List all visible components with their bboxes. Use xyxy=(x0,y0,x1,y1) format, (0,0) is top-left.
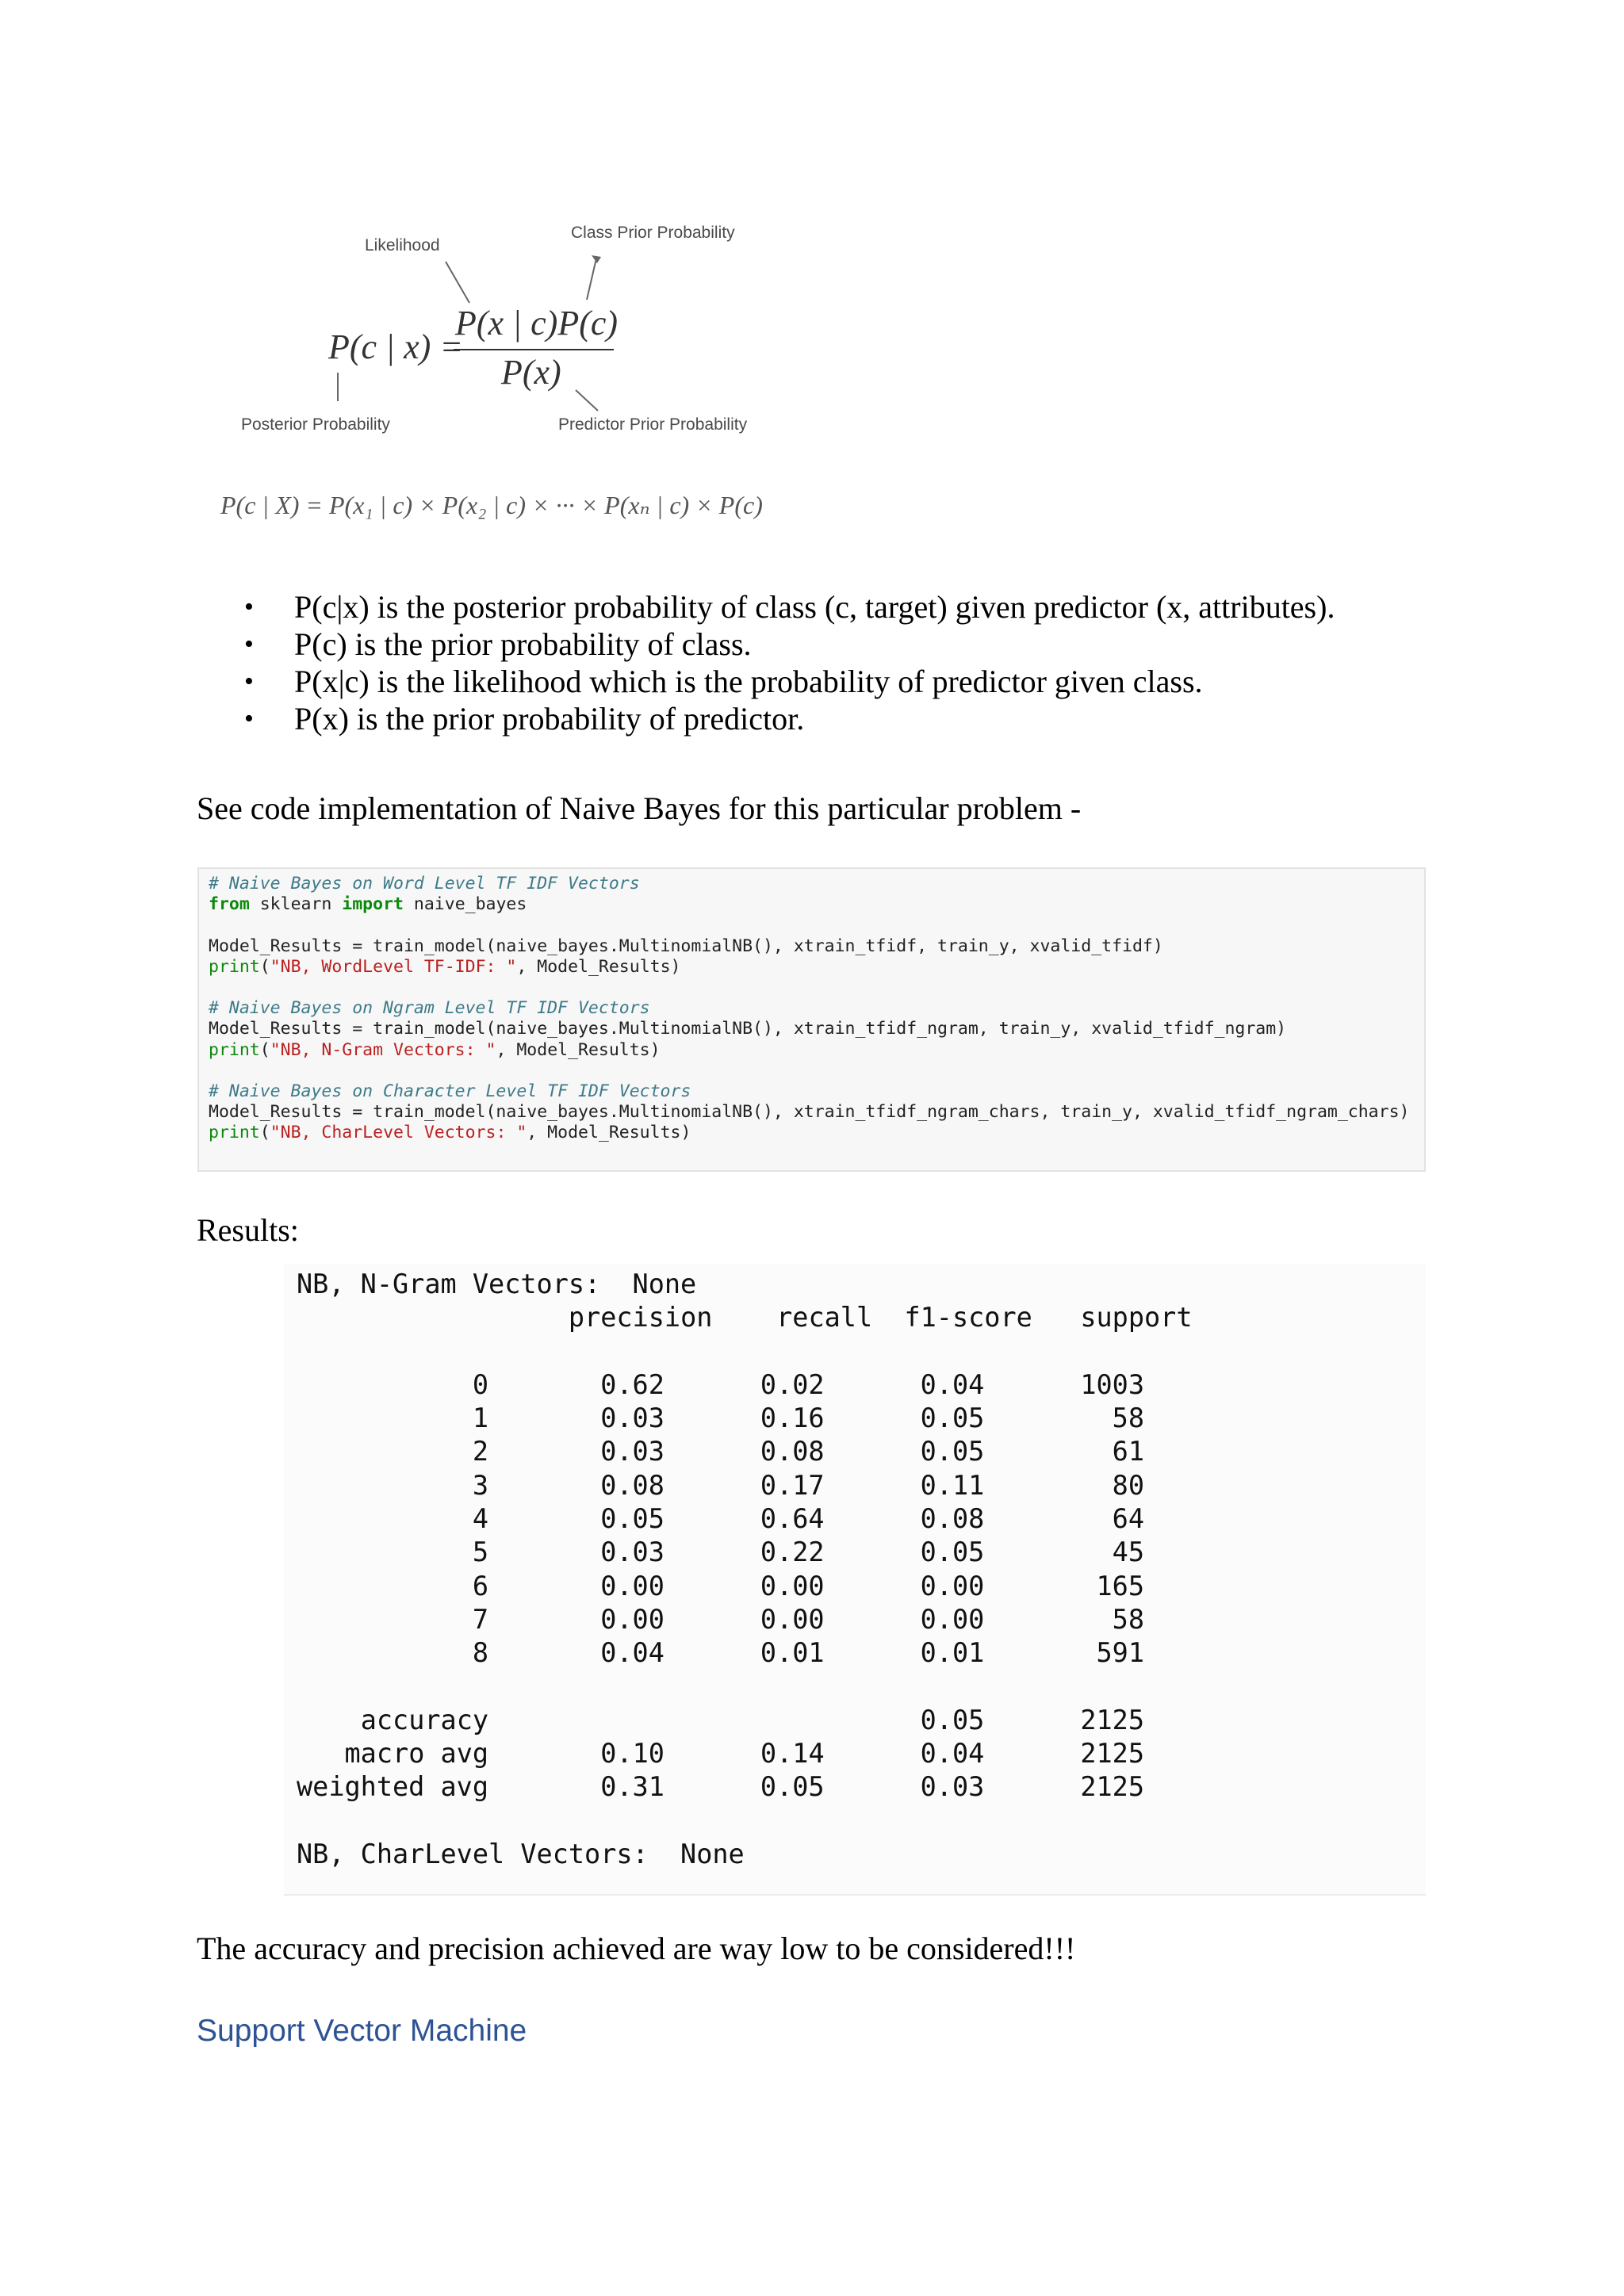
report-cell-label: accuracy xyxy=(360,1704,489,1735)
report-cell-precision: 0.05 xyxy=(600,1503,665,1535)
definitions-list xyxy=(213,588,1335,737)
report-cell-precision: 0.31 xyxy=(600,1771,665,1803)
report-cell-label: 2 xyxy=(472,1436,489,1468)
report-cell-f1: 0.03 xyxy=(920,1771,985,1803)
report-cell-precision: 0.04 xyxy=(600,1637,665,1669)
report-cell-precision: 0.03 xyxy=(600,1436,665,1468)
report-cell-f1: 0.05 xyxy=(920,1704,985,1735)
report-cell-support: 64 xyxy=(1112,1503,1145,1535)
report-header-row xyxy=(297,1302,1193,1333)
code-line: Model_Results = train_model(naive_bayes.MultinomialNB(), xtrain_tfidf_ngram, train_y, xvalid_tfidf_ngram) xyxy=(209,1019,1287,1039)
list-item: • P(x|c) is the likelihood which is the probability of predictor given class. xyxy=(213,663,1335,700)
report-cell-f1: 0.05 xyxy=(920,1436,985,1468)
module-name: sklearn xyxy=(259,894,332,915)
report-cell-f1: 0.00 xyxy=(920,1570,985,1601)
code-block xyxy=(197,867,1426,1172)
report-cell-f1: 0.08 xyxy=(920,1503,985,1535)
report-cell-precision: 0.00 xyxy=(600,1603,665,1635)
column-header: f1-score xyxy=(904,1302,1032,1334)
code-comment: # Naive Bayes on Character Level TF IDF Vectors xyxy=(209,1081,691,1102)
code-comment: # Naive Bayes on Ngram Level TF IDF Vectors xyxy=(209,998,650,1019)
report-cell-support: 61 xyxy=(1112,1436,1145,1468)
equation-numerator: P(x | c)P(c) xyxy=(455,304,619,342)
report-cell-f1: 0.01 xyxy=(920,1637,985,1669)
report-cell-recall: 0.00 xyxy=(760,1570,825,1601)
report-cell-support: 1003 xyxy=(1080,1368,1145,1400)
report-title: NB, N-Gram Vectors: None xyxy=(297,1269,697,1299)
report-row xyxy=(297,1637,1144,1668)
section-heading: Support Vector Machine xyxy=(197,2014,527,2048)
naive-bayes-equation: P(c | X) = P(x₁ | c) × P(x₂ | c) × ··· × P(xₙ | c) × P(c) xyxy=(220,491,763,519)
likelihood-arrow xyxy=(446,262,469,303)
report-cell-support: 80 xyxy=(1112,1469,1145,1501)
classification-report xyxy=(297,1268,1193,1871)
report-cell-support: 165 xyxy=(1096,1570,1145,1601)
report-cell-label: 5 xyxy=(472,1536,489,1568)
class-prior-arrow xyxy=(587,258,596,300)
report-cell-recall: 0.00 xyxy=(760,1603,825,1635)
report-cell-support: 58 xyxy=(1112,1402,1145,1434)
report-row xyxy=(297,1503,1144,1534)
list-item: • P(c|x) is the posterior probability of class (c, target) given predictor (x, attributes). xyxy=(213,588,1335,626)
code-line: Model_Results = train_model(naive_bayes.MultinomialNB(), xtrain_tfidf_ngram_chars, train_y, xvalid_tfidf_ngram_chars) xyxy=(209,1102,1410,1123)
report-cell-recall: 0.05 xyxy=(760,1771,825,1803)
report-cell-recall: 0.17 xyxy=(760,1469,825,1501)
report-row xyxy=(297,1738,1144,1769)
report-cell-precision: 0.03 xyxy=(600,1536,665,1568)
report-row xyxy=(297,1604,1144,1635)
report-cell-label: 0 xyxy=(472,1368,489,1400)
print-args: , Model_Results) xyxy=(496,1039,661,1060)
report-cell-f1: 0.05 xyxy=(920,1536,985,1568)
code-comment: # Naive Bayes on Word Level TF IDF Vectors xyxy=(209,874,640,894)
report-cell-precision: 0.00 xyxy=(600,1570,665,1601)
print-call: print xyxy=(209,956,260,977)
import-name: naive_bayes xyxy=(413,894,527,915)
report-cell-label: 7 xyxy=(472,1603,489,1635)
print-string: "NB, N-Gram Vectors: " xyxy=(270,1039,496,1060)
print-call: print xyxy=(209,1039,260,1060)
predictor-prior-label: Predictor Prior Probability xyxy=(558,415,748,434)
list-item: • P(x) is the prior probability of predictor. xyxy=(213,700,1335,737)
class-prior-label: Class Prior Probability xyxy=(571,224,735,242)
report-cell-precision: 0.03 xyxy=(600,1402,665,1434)
print-args: , Model_Results) xyxy=(516,956,681,977)
report-cell-f1: 0.05 xyxy=(920,1402,985,1434)
report-cell-label: weighted avg xyxy=(297,1771,489,1803)
report-cell-f1: 0.11 xyxy=(920,1469,985,1501)
intro-paragraph: See code implementation of Naive Bayes for this particular problem - xyxy=(197,790,1082,826)
likelihood-label: Likelihood xyxy=(365,236,440,254)
results-output xyxy=(284,1265,1426,1896)
print-args: , Model_Results) xyxy=(527,1123,691,1143)
report-cell-support: 45 xyxy=(1112,1536,1145,1568)
print-string: "NB, WordLevel TF-IDF: " xyxy=(270,956,517,977)
report-cell-label: macro avg xyxy=(344,1738,489,1770)
report-cell-precision: 0.62 xyxy=(600,1368,665,1400)
report-cell-support: 2125 xyxy=(1080,1704,1144,1735)
report-row xyxy=(297,1571,1144,1601)
report-cell-label: 6 xyxy=(472,1570,489,1601)
report-cell-recall: 0.02 xyxy=(760,1368,825,1400)
report-row xyxy=(297,1470,1144,1501)
report-cell-f1: 0.00 xyxy=(920,1603,985,1635)
print-call: print xyxy=(209,1123,260,1143)
report-cell-recall: 0.16 xyxy=(760,1402,825,1434)
report-row xyxy=(297,1705,1144,1735)
report-cell-recall: 0.22 xyxy=(760,1536,825,1568)
conclusion-paragraph: The accuracy and precision achieved are way low to be considered!!! xyxy=(197,1931,1076,1966)
report-cell-support: 58 xyxy=(1112,1603,1145,1635)
predictor-prior-arrow xyxy=(576,390,598,411)
report-cell-precision: 0.08 xyxy=(600,1469,665,1501)
report-cell-recall: 0.01 xyxy=(760,1637,825,1669)
report-cell-label: 3 xyxy=(472,1469,489,1501)
report-cell-label: 1 xyxy=(472,1402,489,1434)
report-row xyxy=(297,1436,1144,1467)
equation-lhs: P(c | x) = xyxy=(328,327,464,366)
column-header: recall xyxy=(776,1302,873,1334)
column-header: precision xyxy=(568,1302,713,1334)
report-row xyxy=(297,1536,1144,1567)
report-cell-recall: 0.14 xyxy=(760,1738,825,1770)
report-footer: NB, CharLevel Vectors: None xyxy=(297,1839,745,1870)
keyword-import: import xyxy=(342,894,404,915)
posterior-label: Posterior Probability xyxy=(241,415,390,434)
keyword-from: from xyxy=(209,894,250,915)
code-line: Model_Results = train_model(naive_bayes.MultinomialNB(), xtrain_tfidf, train_y, xvalid_tfidf) xyxy=(209,936,1163,956)
report-cell-f1: 0.04 xyxy=(920,1368,985,1400)
report-cell-support: 2125 xyxy=(1080,1771,1145,1803)
report-row xyxy=(297,1771,1144,1802)
print-string: "NB, CharLevel Vectors: " xyxy=(270,1123,527,1143)
report-row xyxy=(297,1402,1144,1433)
code-content: # Naive Bayes on Word Level TF IDF Vectors from sklearn import naive_bayes Model_Results = train_model(naive_bayes.MultinomialNB(), xtrain_tfidf, train_y, xvalid_tfidf) print("NB, WordLevel TF-IDF: ", Model_Results) # Naive Bayes on Ngram Level TF IDF Vectors Model_Results = train_model(naive_bayes.MultinomialNB(), xtrain_tfidf_ngram, train_y, xvalid_tfidf_ngram) print("NB, N-Gram Vectors: ", Model_Results) # Naive Bayes on Character Level TF IDF Vectors Model_Results = train_model(naive_bayes.MultinomialNB(), xtrain_tfidf_ngram_chars, train_y, xvalid_tfidf_ngram_chars) print("NB, CharLevel Vectors: ", Model_Results) xyxy=(209,874,1410,1143)
results-label: Results: xyxy=(197,1212,299,1248)
report-row xyxy=(297,1369,1144,1400)
report-cell-recall: 0.64 xyxy=(760,1503,825,1535)
column-header: support xyxy=(1080,1302,1193,1334)
report-cell-f1: 0.04 xyxy=(920,1738,985,1770)
class-prior-arrowhead xyxy=(592,255,601,263)
bayes-figure xyxy=(230,214,801,452)
report-cell-recall: 0.08 xyxy=(760,1436,825,1468)
list-item: • P(c) is the prior probability of class. xyxy=(213,626,1335,663)
report-cell-label: 8 xyxy=(472,1637,489,1669)
report-cell-precision: 0.10 xyxy=(600,1738,665,1770)
report-cell-label: 4 xyxy=(472,1503,489,1535)
equation-denominator: P(x) xyxy=(501,353,561,392)
report-cell-support: 591 xyxy=(1096,1637,1145,1669)
report-cell-support: 2125 xyxy=(1080,1738,1145,1770)
